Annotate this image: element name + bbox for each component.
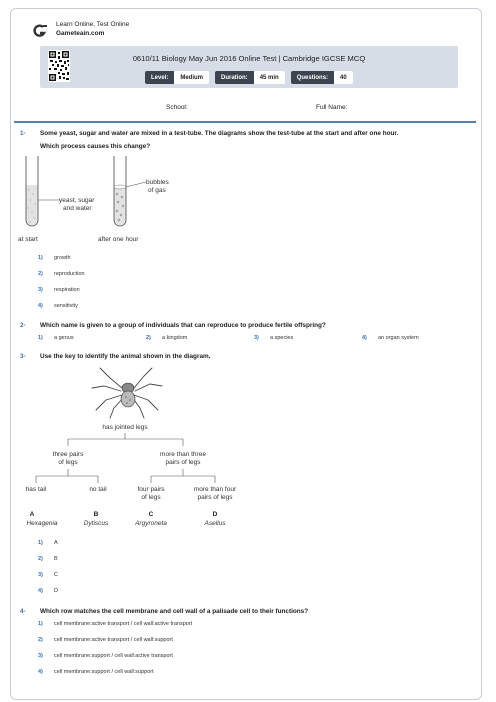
key-more-four: more than four	[193, 486, 237, 493]
key-has-tail: has tail	[25, 486, 47, 493]
q4-text: Which row matches the cell membrane and cell wall of a palisade cell to their functions?	[40, 608, 309, 615]
brand-tagline: Learn Online, Test Online	[56, 21, 130, 28]
q3-text: Use the key to identify the animal shown in the diagram.	[40, 353, 211, 360]
q4-option-3[interactable]: 3) cell membrane:support / cell wall:active transport	[38, 653, 173, 659]
q3-number: 3-	[20, 353, 26, 360]
q1-option-1[interactable]: 1) growth	[38, 255, 71, 261]
key-name-b: Dytiscus	[83, 520, 109, 527]
key-name-a: Hexagenia	[26, 520, 58, 527]
q1-label-left: yeast, sugar	[59, 197, 95, 204]
q3-option-4[interactable]: 4) D	[38, 588, 58, 594]
header-divider	[14, 121, 476, 123]
q1-caption-after: after one hour	[98, 236, 139, 243]
q2-option-4[interactable]: 4) an organ system	[362, 335, 419, 341]
q1-test-tube-diagram	[18, 150, 198, 246]
key-name-c: Argyroneta	[135, 520, 167, 527]
key-no-tail: no tail	[89, 486, 107, 493]
key-three-pairs-2: of legs	[58, 459, 78, 466]
q1-label-right: bubbles	[146, 179, 169, 186]
questions-pill: Questions: 40	[291, 71, 353, 84]
spider-illustration-icon	[88, 364, 168, 420]
key-more-four-2: pairs of legs	[197, 494, 233, 501]
q2-option-1[interactable]: 1) a genus	[38, 335, 74, 341]
q4-number: 4-	[20, 608, 26, 615]
test-header	[40, 46, 458, 88]
q1-text: Some yeast, sugar and water are mixed in a test-tube. The diagrams show the test-tube at the start and after one hour.	[40, 130, 399, 137]
q2-text: Which name is given to a group of individuals that can reproduce to produce fertile offspring?	[40, 322, 326, 329]
fullname-label: Full Name:	[316, 104, 348, 111]
q3-option-3[interactable]: 3) C	[38, 572, 58, 578]
duration-pill: Duration: 45 min	[215, 71, 285, 84]
q1-option-3[interactable]: 3) respiration	[38, 287, 80, 293]
key-letter-a: A	[29, 511, 35, 518]
school-label: School:	[166, 104, 188, 111]
level-pill: Level: Medium	[145, 71, 209, 84]
key-four-pairs-2: of legs	[141, 494, 161, 501]
key-root: has jointed legs	[102, 424, 148, 431]
key-three-pairs: three pairs	[52, 451, 84, 458]
key-four-pairs: four pairs	[137, 486, 165, 493]
q1-number: 1-	[20, 130, 26, 137]
key-letter-d: D	[212, 511, 218, 518]
key-more-three: more than three	[160, 451, 206, 458]
brand-site[interactable]: Gameteain.com	[56, 30, 105, 37]
q2-option-3[interactable]: 3) a species	[254, 335, 294, 341]
key-letter-b: B	[93, 511, 99, 518]
q3-dichotomous-key	[18, 418, 278, 534]
q1-label-left-2: and water	[63, 205, 92, 212]
gameteain-logo-icon	[32, 24, 48, 38]
q1-label-right-2: of gas	[148, 187, 166, 194]
brand[interactable]	[32, 20, 129, 38]
q4-option-2[interactable]: 2) cell membrane:active transport / cell wall:support	[38, 637, 173, 643]
q1-caption-start: at start	[18, 236, 38, 243]
test-title: 0610/11 Biology May Jun 2016 Online Test | Cambridge IGCSE MCQ	[132, 54, 366, 63]
q2-option-2[interactable]: 2) a kingdom	[146, 335, 188, 341]
q3-option-2[interactable]: 2) B	[38, 556, 58, 562]
q4-option-1[interactable]: 1) cell membrane:active transport / cell wall:active transport	[38, 621, 193, 627]
q1-option-2[interactable]: 2) reproduction	[38, 271, 85, 277]
q1-subtext: Which process causes this change?	[40, 143, 151, 150]
key-more-three-2: pairs of legs	[165, 459, 201, 466]
q4-option-4[interactable]: 4) cell membrane:support / cell wall:support	[38, 669, 154, 675]
q2-number: 2-	[20, 322, 26, 329]
q1-option-4[interactable]: 4) sensitivity	[38, 303, 78, 309]
key-name-d: Asellus	[204, 520, 226, 527]
key-letter-c: C	[148, 511, 154, 518]
q3-option-1[interactable]: 1) A	[38, 540, 58, 546]
